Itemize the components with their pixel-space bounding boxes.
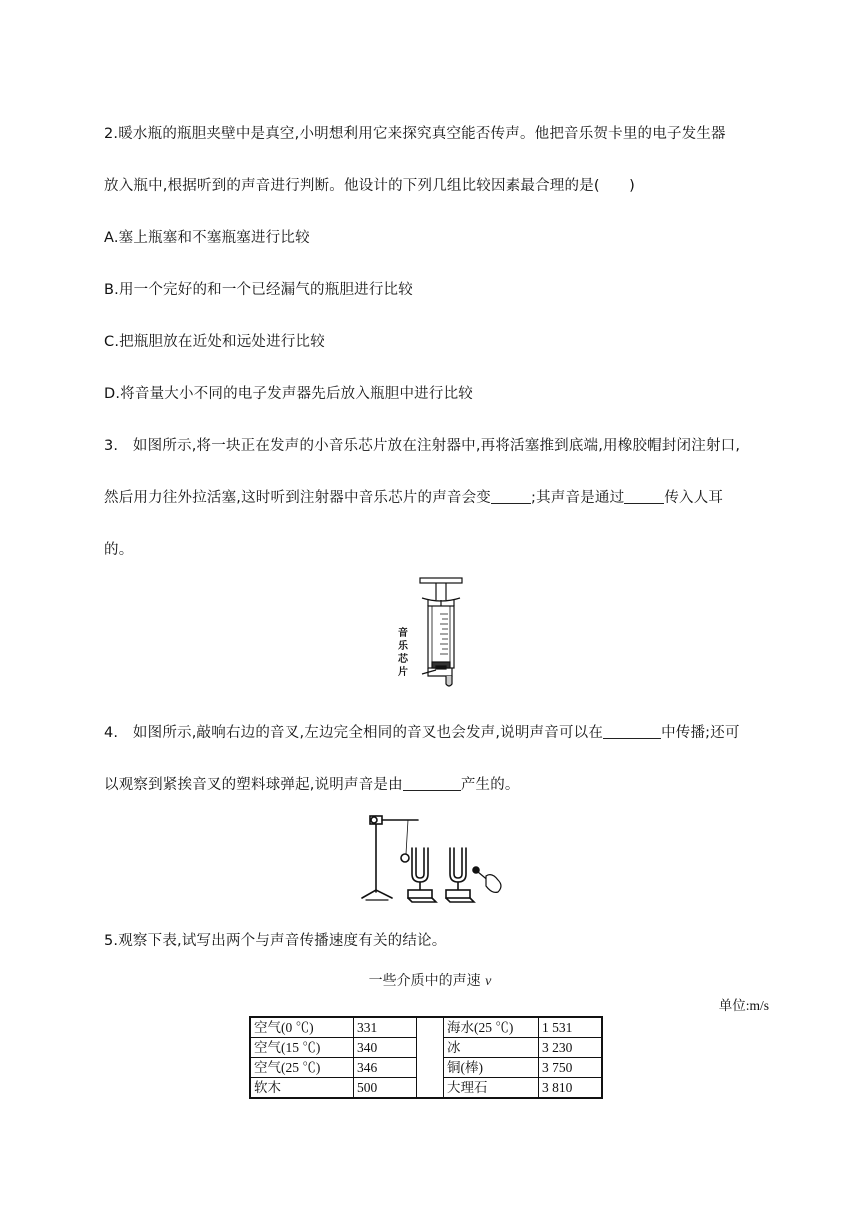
table-cell-speed: 346: [354, 1058, 417, 1078]
q4-stem-line1: [104, 721, 740, 742]
q3-stem-line3: 的。: [104, 542, 134, 558]
table-unit: 单位:m/s: [718, 998, 769, 1013]
table-row: [250, 1058, 602, 1078]
table-cell-speed: 3 750: [539, 1058, 603, 1078]
q3-answer-blank-2[interactable]: [624, 489, 664, 504]
table-cell-speed: 3 810: [539, 1078, 603, 1099]
q4-text-b: 中传播;还可: [661, 725, 740, 741]
table-cell-speed: 500: [354, 1078, 417, 1099]
tuning-fork-figure: [352, 810, 508, 906]
syringe-figure: [392, 576, 472, 692]
table-cell-medium: 空气(25 ℃): [250, 1058, 354, 1078]
table-cell-medium: 大理石: [444, 1078, 539, 1099]
q3-answer-blank-1[interactable]: [491, 489, 531, 504]
syringe-label-char: 片: [398, 667, 408, 678]
table-cell-medium: 空气(15 ℃): [250, 1038, 354, 1058]
q4-answer-blank-1[interactable]: [603, 724, 661, 739]
table-cell-medium: 空气(0 ℃): [250, 1017, 354, 1038]
q4-answer-blank-2[interactable]: [403, 776, 461, 791]
q2-stem-line1: 2.暖水瓶的瓶胆夹壁中是真空,小明想利用它来探究真空能否传声。他把音乐贺卡里的电子发生器: [104, 126, 726, 142]
sound-speed-table: [249, 1016, 603, 1099]
syringe-label-char: 音: [398, 628, 408, 639]
q3-text-b: ;其声音是通过: [531, 490, 625, 506]
caption-variable: v: [485, 974, 492, 989]
table-cell-medium: 冰: [444, 1038, 539, 1058]
table-cell-medium: 海水(25 ℃): [444, 1017, 539, 1038]
table-row: [250, 1078, 602, 1099]
table-cell-speed: 1 531: [539, 1017, 603, 1038]
q4-stem-line2: [104, 773, 520, 794]
caption-text: 一些介质中的声速: [368, 973, 486, 989]
table-gap: [417, 1017, 444, 1038]
table-row: [250, 1017, 602, 1038]
table-gap: [417, 1038, 444, 1058]
table-gap: [417, 1058, 444, 1078]
q2-option-d: D.将音量大小不同的电子发声器先后放入瓶胆中进行比较: [104, 386, 473, 402]
q4-text-a: 4. 如图所示,敲响右边的音叉,左边完全相同的音叉也会发声,说明声音可以在: [104, 725, 604, 741]
table-row: [250, 1038, 602, 1058]
q3-stem-line1: 3. 如图所示,将一块正在发声的小音乐芯片放在注射器中,再将活塞推到底端,用橡胶帽封闭注射口,: [104, 438, 741, 454]
syringe-label-char: 芯: [398, 654, 408, 665]
q2-option-b: B.用一个完好的和一个已经漏气的瓶胆进行比较: [104, 282, 413, 298]
q4-text-c: 以观察到紧挨音叉的塑料球弹起,说明声音是由: [104, 777, 403, 793]
table-gap: [417, 1078, 444, 1099]
q4-text-d: 产生的。: [460, 777, 520, 793]
q2-option-c: C.把瓶胆放在近处和远处进行比较: [104, 334, 325, 350]
q3-text-a: 然后用力往外拉活塞,这时听到注射器中音乐芯片的声音会变: [104, 490, 492, 506]
q3-text-c: 传入人耳: [664, 490, 724, 506]
q3-stem-line2: [104, 486, 723, 507]
table-caption: [0, 970, 860, 990]
syringe-label-char: 乐: [398, 641, 408, 652]
table-cell-speed: 331: [354, 1017, 417, 1038]
q5-stem: 5.观察下表,试写出两个与声音传播速度有关的结论。: [104, 933, 447, 949]
q2-option-a: A.塞上瓶塞和不塞瓶塞进行比较: [104, 230, 310, 246]
table-cell-speed: 3 230: [539, 1038, 603, 1058]
q2-stem-line2: 放入瓶中,根据听到的声音进行判断。他设计的下列几组比较因素最合理的是( ): [104, 178, 636, 194]
table-cell-medium: 软木: [250, 1078, 354, 1099]
table-cell-speed: 340: [354, 1038, 417, 1058]
table-cell-medium: 铜(棒): [444, 1058, 539, 1078]
